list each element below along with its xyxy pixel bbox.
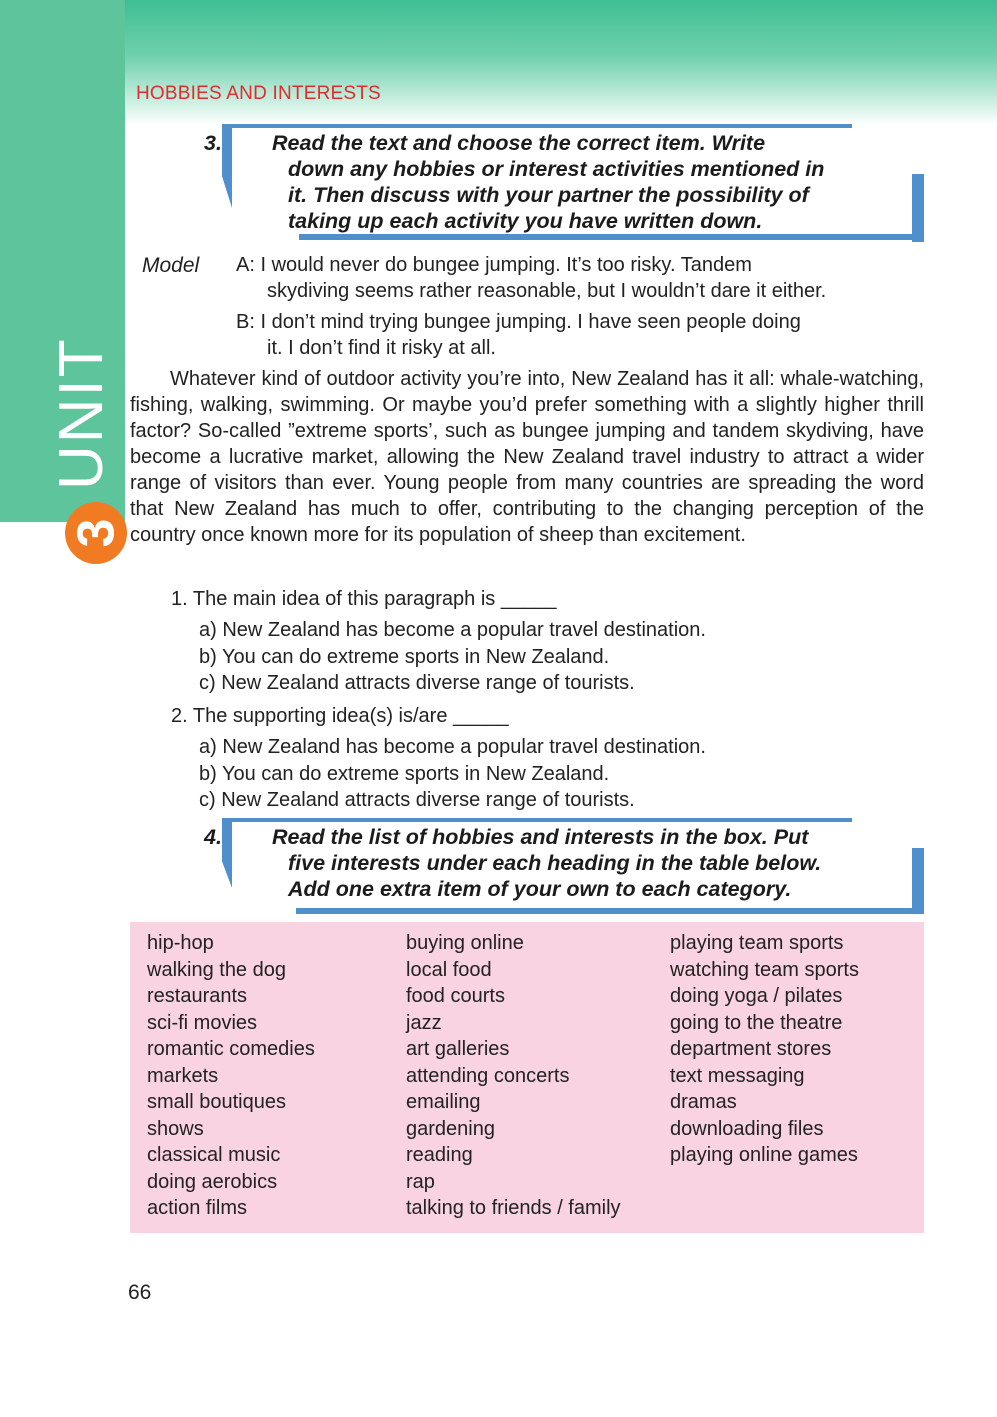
dialog-a-line-1: A: I would never do bungee jumping. It’s too risky. Tandem [236, 254, 752, 276]
hobby-item: doing aerobics [147, 1170, 278, 1193]
hobby-item: small boutiques [147, 1091, 286, 1113]
hobby-item: doing yoga / pilates [670, 985, 843, 1007]
hobby-item: talking to friends / family [406, 1197, 621, 1219]
question-2: 2. The supporting idea(s) is/are _____ [171, 705, 509, 727]
task-3-line-2: down any hobbies or interest activities mentioned in [288, 157, 825, 181]
task-3-line-4: taking up each activity you have written down. [288, 209, 763, 233]
hobbies-column-2 [406, 930, 621, 1222]
reading-paragraph: Whatever kind of outdoor activity you’re into, New Zealand has it all: whale-watching, fishing, walking, swimming. Or maybe you’d prefer something with a slightly higher thrill factor? So-called ”extreme sports’, such as bungee jumping and tandem skydiving, have become a lucrative market, allowing the New Zealand travel industry to attract a wider range of visitors than ever. Young people from many countries are spreading the word that New Zealand has much to offer, contributing to the changing perception of the country once known more for its population of sheep than excitement. [130, 368, 924, 546]
task-4-instruction [204, 818, 924, 914]
option-item[interactable]: a) New Zealand has become a popular travel destination. [199, 619, 706, 641]
hobby-item: classical music [147, 1144, 281, 1166]
task-3-instruction [204, 124, 924, 242]
hobby-item: walking the dog [147, 958, 286, 981]
hobby-item: reading [406, 1144, 473, 1166]
hobby-item: sci-fi movies [147, 1011, 258, 1034]
task-4-line-1: 4. Read the list of hobbies and interests in the box. Put [204, 825, 809, 849]
option-item[interactable]: c) New Zealand attracts diverse range of tourists. [199, 672, 635, 694]
hobby-item: emailing [406, 1091, 481, 1113]
model-label: Model [142, 254, 200, 277]
hobby-item: dramas [670, 1091, 737, 1113]
task-4-line-2: five interests under each heading in the table below. [288, 851, 822, 875]
task-4-line-3: Add one extra item of your own to each category. [288, 877, 792, 901]
hobby-item: markets [147, 1064, 219, 1087]
question-1-options [199, 617, 706, 697]
hobby-item: text messaging [670, 1064, 805, 1087]
hobby-item: art galleries [406, 1038, 510, 1060]
page-number: 66 [128, 1281, 152, 1304]
header-band [125, 0, 997, 125]
hobby-item: gardening [406, 1117, 495, 1140]
hobby-item: food courts [406, 985, 505, 1007]
question-2-options [199, 734, 706, 814]
hobby-item: action films [147, 1197, 248, 1219]
option-item[interactable]: c) New Zealand attracts diverse range of tourists. [199, 789, 635, 811]
model-dialog-b [236, 309, 926, 361]
dialog-b-line-1: B: I don’t mind trying bungee jumping. I have seen people doing [236, 311, 801, 333]
unit-number-badge: 3 [65, 502, 127, 564]
hobby-item: going to the theatre [670, 1011, 843, 1034]
hobby-item: playing team sports [670, 932, 844, 954]
hobby-item: buying online [406, 932, 524, 954]
hobby-item: department stores [670, 1038, 832, 1060]
hobby-item: restaurants [147, 985, 248, 1007]
hobbies-column-1 [147, 930, 315, 1222]
task-3-line-3: it. Then discuss with your partner the possibility of [288, 183, 809, 207]
model-dialog-a [236, 252, 926, 304]
hobby-item: shows [147, 1117, 204, 1140]
section-label: HOBBIES AND INTERESTS [136, 83, 381, 104]
option-item[interactable]: b) You can do extreme sports in New Zealand. [199, 645, 610, 668]
hobby-item: local food [406, 958, 492, 981]
task-3-line-1: 3. Read the text and choose the correct item. Write [204, 131, 766, 155]
question-1: 1. The main idea of this paragraph is _____ [171, 588, 557, 610]
hobby-item: watching team sports [670, 958, 859, 981]
option-item[interactable]: b) You can do extreme sports in New Zealand. [199, 762, 610, 785]
hobby-item: downloading files [670, 1117, 824, 1140]
hobby-item: playing online games [670, 1144, 858, 1166]
dialog-b-line-2: it. I don’t find it risky at all. [267, 337, 496, 359]
hobby-item: attending concerts [406, 1064, 570, 1087]
hobby-item: hip-hop [147, 932, 214, 954]
dialog-a-line-2: skydiving seems rather reasonable, but I wouldn’t dare it either. [267, 280, 827, 302]
hobby-item: rap [406, 1170, 435, 1193]
hobby-item: jazz [406, 1011, 442, 1034]
option-item[interactable]: a) New Zealand has become a popular travel destination. [199, 736, 706, 758]
hobby-item: romantic comedies [147, 1038, 315, 1060]
hobbies-column-3 [670, 930, 859, 1169]
